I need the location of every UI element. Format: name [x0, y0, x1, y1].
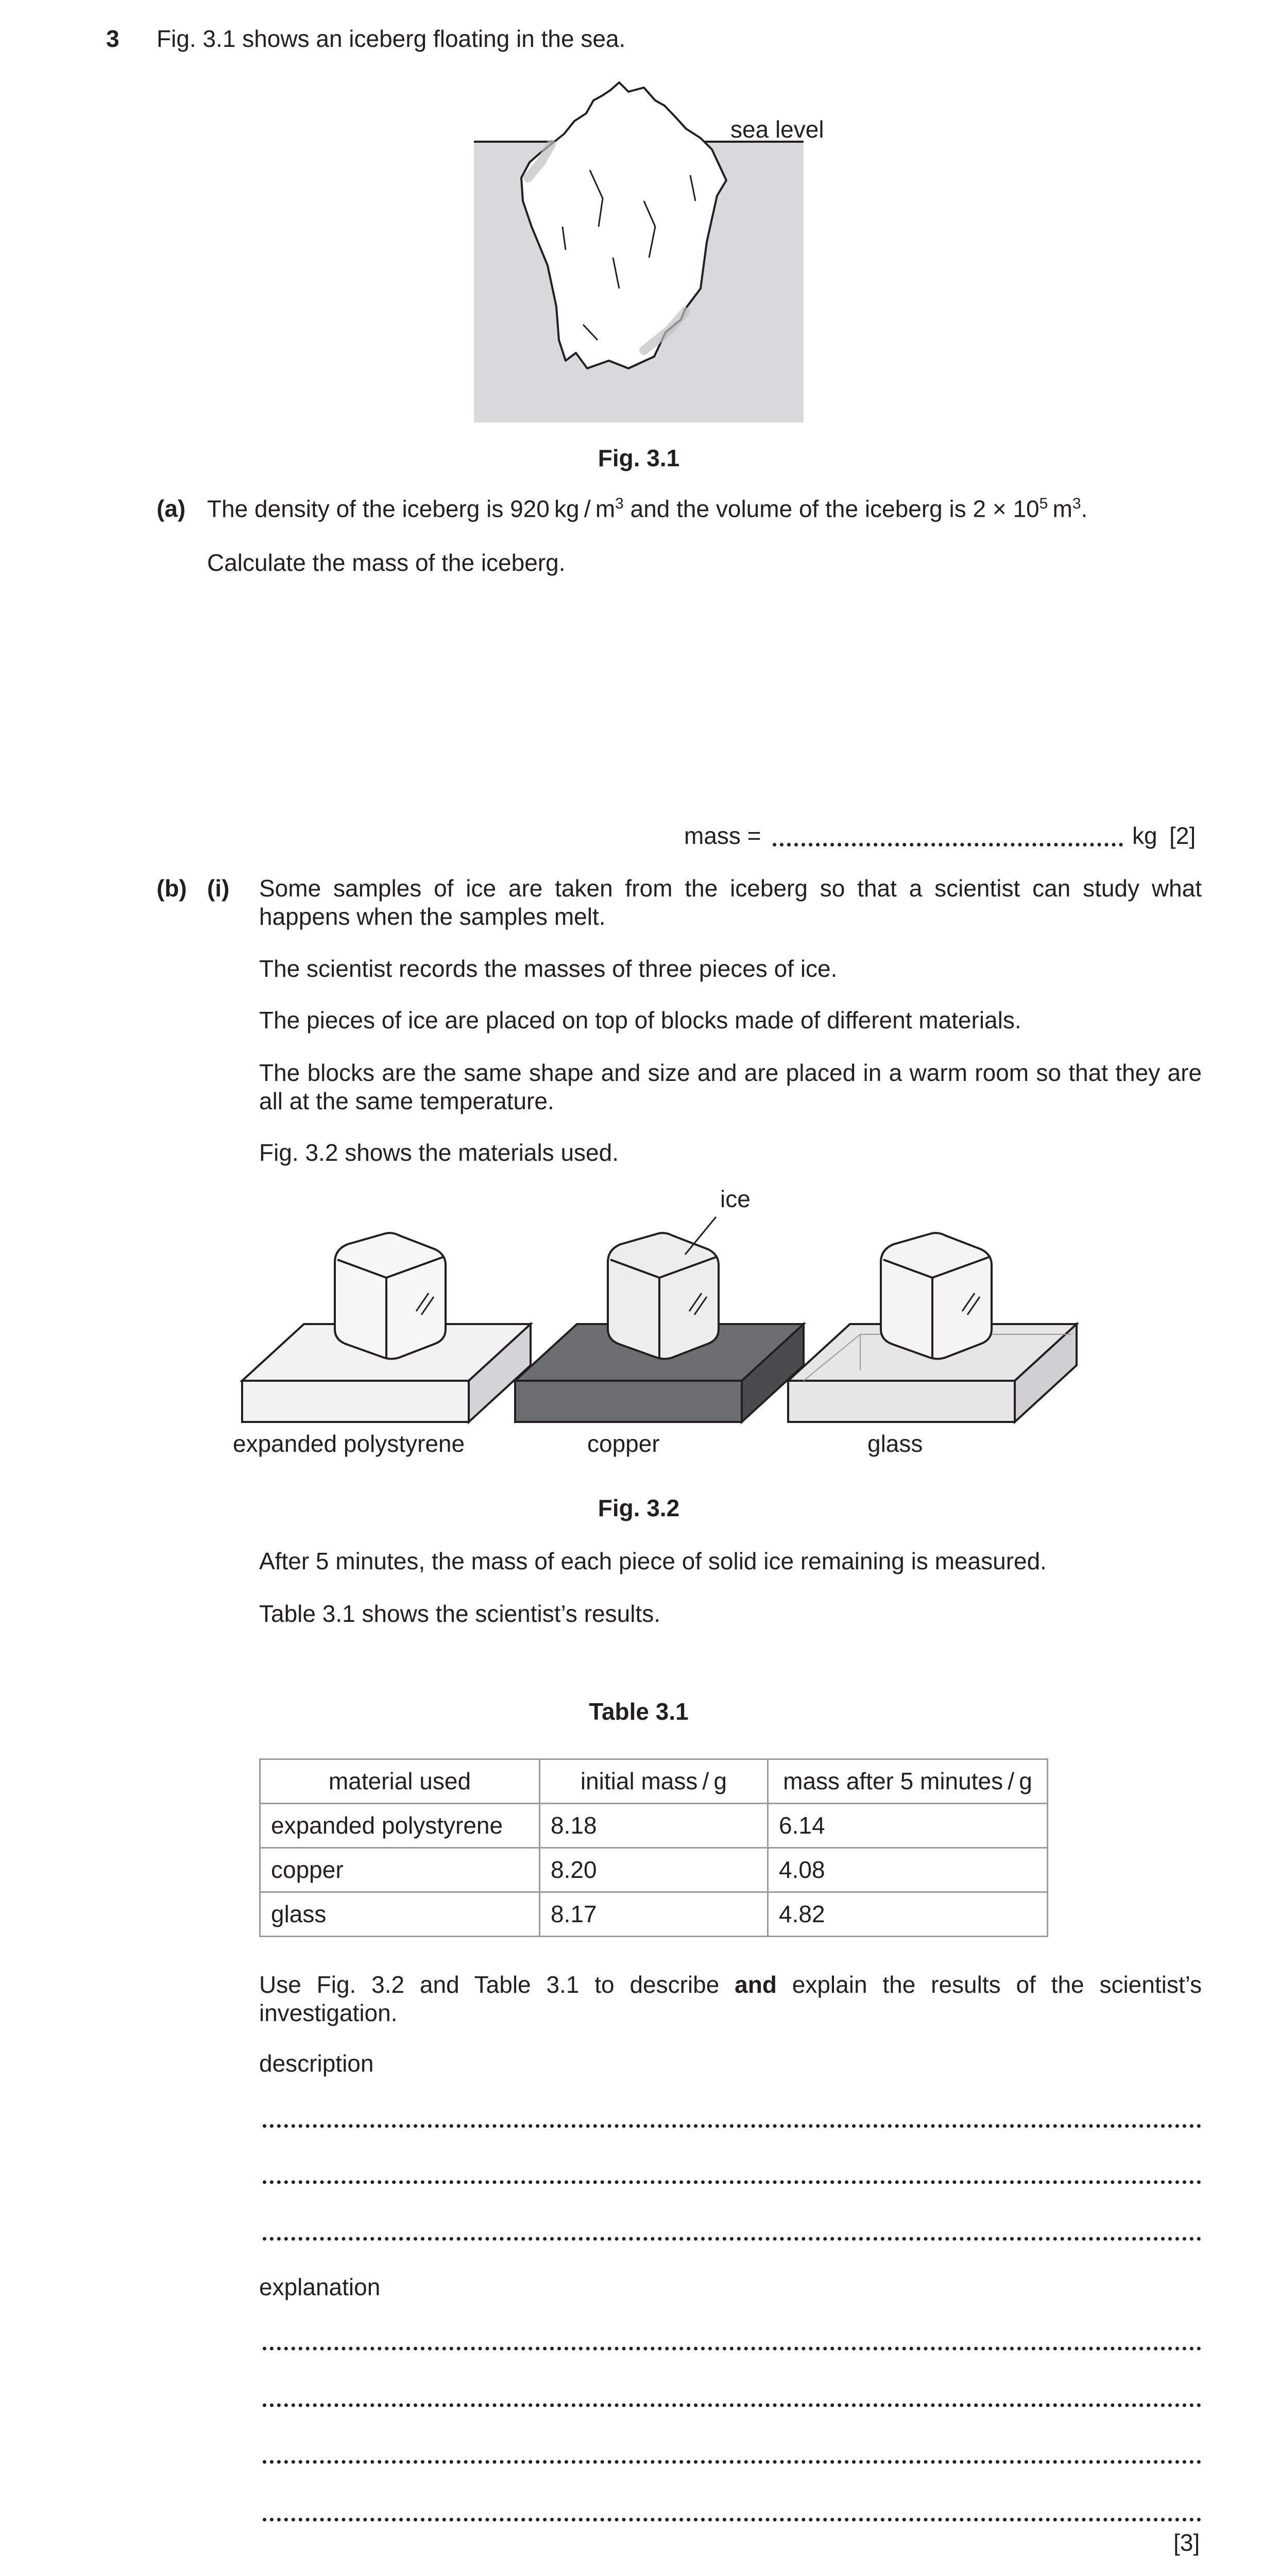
- b-i-para3: The pieces of ice are placed on top of blocks made of different materials.: [259, 1007, 1021, 1033]
- table-cell: 4.08: [768, 1848, 1048, 1892]
- question-intro: Fig. 3.1 shows an iceberg floating in the sea.: [157, 25, 626, 52]
- b-i-para2: The scientist records the masses of three pieces of ice.: [259, 955, 838, 982]
- part-a-stem: [207, 495, 1087, 523]
- table-cell: 6.14: [768, 1804, 1048, 1848]
- answer-line[interactable]: [263, 2180, 1201, 2184]
- stem-text: .: [1081, 495, 1088, 522]
- description-label: description: [259, 2050, 374, 2077]
- results-table: [259, 1758, 1048, 1937]
- table-header-cell: mass after 5 minutes / g: [768, 1759, 1048, 1804]
- b-i-para4: The blocks are the same shape and size and are placed in a warm room so that they are all at the same temperature.: [259, 1059, 1202, 1115]
- block-label-copper: copper: [587, 1430, 660, 1457]
- b-i-para7: Table 3.1 shows the scientist’s results.: [259, 1600, 660, 1627]
- table-cell: 8.20: [540, 1848, 768, 1892]
- part-a-label: (a): [157, 495, 186, 522]
- b-i-marks: [3]: [1173, 2529, 1200, 2556]
- ice-label: ice: [720, 1185, 751, 1212]
- stem-text: and the volume of the iceberg is 2 × 10: [623, 495, 1040, 522]
- b-i-para1: Some samples of ice are taken from the iceberg so that a scientist can study what happens when the samples melt.: [259, 875, 1202, 930]
- table-cell: glass: [260, 1892, 540, 1937]
- answer-line[interactable]: [263, 2124, 1201, 2128]
- mass-answer-line[interactable]: [773, 843, 1123, 846]
- task-bold: and: [735, 1971, 777, 1998]
- table-cell: expanded polystyrene: [260, 1804, 540, 1848]
- table-header-cell: initial mass / g: [540, 1759, 768, 1804]
- stem-text: The density of the iceberg is 920 kg / m: [207, 495, 616, 522]
- part-b-i-label: (i): [207, 875, 230, 902]
- answer-line[interactable]: [263, 2518, 1201, 2521]
- part-a-instruction: Calculate the mass of the iceberg.: [207, 549, 566, 576]
- mass-unit: kg: [1132, 822, 1157, 849]
- ice-cube-3: [881, 1233, 992, 1359]
- table-row: [260, 1892, 1048, 1937]
- block-label-polystyrene: expanded polystyrene: [233, 1430, 465, 1457]
- stem-sup: 5: [1039, 495, 1048, 512]
- stem-sup: 3: [1072, 495, 1081, 512]
- sea-level-label: sea level: [730, 116, 824, 143]
- table-row: [260, 1804, 1048, 1848]
- part-a-marks: [2]: [1169, 822, 1196, 849]
- answer-line[interactable]: [263, 2460, 1201, 2464]
- table-cell: 8.17: [540, 1892, 768, 1937]
- stem-text: m: [1048, 495, 1072, 522]
- ice-cube-1: [335, 1233, 446, 1359]
- table-cell: copper: [260, 1848, 540, 1892]
- blocks-figure: [227, 1180, 1102, 1437]
- task-text: explain the results of the scientist’s investigation.: [259, 1971, 1202, 2027]
- table-cell: 8.18: [540, 1804, 768, 1848]
- task-text: Use Fig. 3.2 and Table 3.1 to describe: [259, 1971, 735, 1998]
- block-label-glass: glass: [867, 1430, 923, 1457]
- table-cell: 4.82: [768, 1892, 1048, 1937]
- part-b-label: (b): [157, 875, 187, 902]
- b-i-para5: Fig. 3.2 shows the materials used.: [259, 1139, 619, 1166]
- explanation-label: explanation: [259, 2274, 381, 2300]
- answer-line[interactable]: [263, 2237, 1201, 2241]
- answer-line[interactable]: [263, 2403, 1201, 2407]
- table-row: [260, 1848, 1048, 1892]
- fig-3-2-caption: Fig. 3.2: [598, 1495, 680, 1521]
- table-3-1-caption: Table 3.1: [589, 1698, 689, 1725]
- table-header-cell: material used: [260, 1759, 540, 1804]
- ice-cube-2: [608, 1233, 719, 1359]
- answer-line[interactable]: [263, 2347, 1201, 2350]
- b-i-para6: After 5 minutes, the mass of each piece of solid ice remaining is measured.: [259, 1548, 1047, 1574]
- fig-3-1-caption: Fig. 3.1: [598, 445, 680, 471]
- question-number: 3: [106, 25, 120, 52]
- table-header-row: [260, 1759, 1048, 1804]
- mass-answer-label: mass =: [684, 822, 761, 849]
- b-i-task: [259, 1971, 1202, 2027]
- stem-sup: 3: [615, 495, 624, 512]
